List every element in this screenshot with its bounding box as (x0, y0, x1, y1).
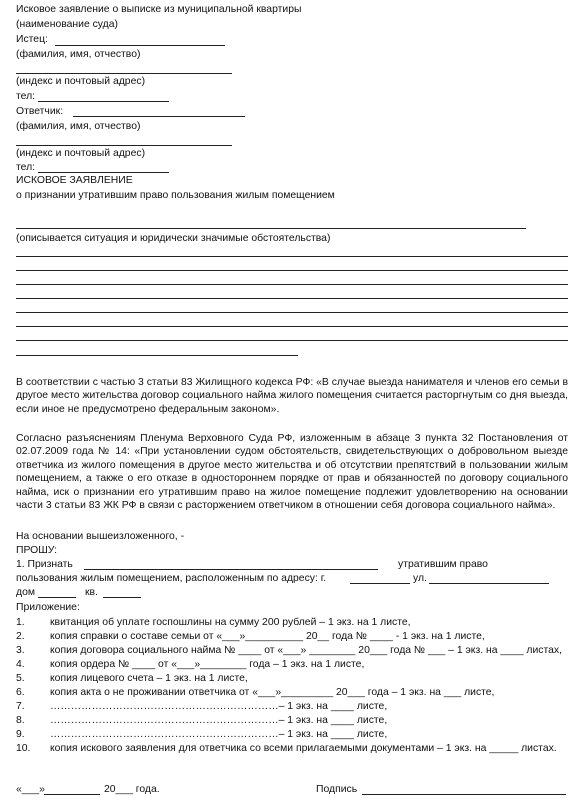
attachment-item: …………………………………………………………– 1 экз. на ____ листе, (50, 715, 388, 726)
situation-line[interactable] (16, 326, 568, 327)
attachment-item: копия справки о составе семьи от «___»__________ 20__ года № ____ - 1 экз. на 1 листе, (50, 631, 485, 642)
street-label: ул. (413, 573, 427, 584)
attachment-number: 10. (16, 743, 31, 754)
attachment-number: 7. (16, 701, 25, 712)
attachment-item: копия договора социального найма № ____ от «___» ________ 20___ года № ___ – 1 экз. на ____ листах, (50, 645, 562, 656)
situation-line[interactable] (16, 284, 568, 285)
attachment-number: 1. (16, 617, 25, 628)
situation-line[interactable] (16, 256, 568, 257)
attachment-number: 6. (16, 687, 25, 698)
plaintiff-phone-field[interactable] (38, 101, 169, 102)
signature-label: Подпись (316, 784, 358, 795)
flat-label: кв. (85, 587, 98, 598)
request-address-label: пользования жилым помещением, расположенным по адресу: г. (16, 573, 327, 584)
plaintiff-address-hint: (индекс и почтовый адрес) (16, 76, 146, 87)
attachment-number: 9. (16, 729, 25, 740)
defendant-label: Ответчик: (16, 106, 64, 117)
court-hint: (наименование суда) (16, 19, 118, 30)
court-clarification-paragraph: Согласно разъяснениям Пленума Верховного Суда РФ, изложенным в абзаце 3 пункта 32 Постановления от 02.07.2009 года № 14: «При установлении судом обстоятельств, свидетельствующих о добровольном выезде ответчика из жилого помещения в другое место жительства и об отсутствии препятствий в пользовании жилым помещением, а также о его отказе в одностороннем порядке от прав и обязанностей по договору социального найма, иск о признании его утратившим право на жилое помещение подлежит удовлетворению на основании части 3 статьи 83 ЖК РФ в связи с расторжением ответчиком в отношении себя договора социального найма». (16, 433, 568, 512)
doc-heading: ИСКОВОЕ ЗАЯВЛЕНИЕ (16, 175, 133, 186)
request-recognize: 1. Признать (16, 559, 73, 570)
defendant-name-hint: (фамилия, имя, отчество) (16, 121, 141, 132)
situation-line[interactable] (16, 228, 526, 229)
document-title: Исковое заявление о выписке из муниципальной квартиры (16, 4, 302, 15)
attachment-item: квитанция об уплате госпошлины на сумму 200 рублей – 1 экз. на 1 листе, (50, 617, 411, 628)
plaintiff-field[interactable] (55, 45, 225, 46)
city-field[interactable] (350, 583, 410, 584)
attachment-item: копия лицевого счета – 1 экз. на 1 листе, (50, 673, 248, 684)
attachment-item: копия ордера № ____ от «___»________ года – 1 экз. на 1 листе, (50, 659, 365, 670)
signature-field[interactable] (362, 794, 566, 795)
attachment-item: копия акта о не проживании ответчика от «___»_________ 20___ года – 1 экз. на ___ листе, (50, 687, 495, 698)
defendant-address-field[interactable] (16, 145, 232, 146)
plaintiff-address-field[interactable] (16, 73, 232, 74)
request-person-field[interactable] (84, 569, 378, 570)
attachment-number: 4. (16, 659, 25, 670)
situation-line[interactable] (16, 340, 568, 341)
date-month-field[interactable] (44, 794, 100, 795)
street-field[interactable] (429, 583, 549, 584)
attachment-number: 3. (16, 645, 25, 656)
situation-line[interactable] (16, 270, 568, 271)
situation-hint: (описывается ситуация и юридически значимые обстоятельства) (16, 233, 331, 244)
house-label: дом (16, 587, 35, 598)
attachment-number: 2. (16, 631, 25, 642)
basis-line: На основании вышеизложенного, - (16, 531, 185, 542)
situation-line[interactable] (16, 312, 568, 313)
flat-field[interactable] (103, 597, 141, 598)
attachment-item: копия искового заявления для ответчика со всеми прилагаемыми документами – 1 экз. на _____ листах. (50, 743, 557, 754)
date-year: 20___ года. (104, 784, 160, 795)
attachment-item: …………………………………………………………– 1 экз. на ____ листе, (50, 729, 388, 740)
defendant-phone-field[interactable] (38, 172, 169, 173)
house-field[interactable] (38, 597, 76, 598)
attachment-item: …………………………………………………………– 1 экз. на ____ листе, (50, 701, 388, 712)
request-lost-right: утратившим право (398, 559, 488, 570)
law-paragraph: В соответствии с частью 3 статьи 83 Жилищного кодекса РФ: «В случае выезда нанимателя и членов его семьи в другое место жительства договор социального найма жилого помещения считается расторгнутым со дня выезда, если иное не предусмотрено федеральным законом». (16, 377, 568, 415)
defendant-address-hint: (индекс и почтовый адрес) (16, 148, 146, 159)
attachments-label: Приложение: (16, 602, 80, 613)
attachment-number: 8. (16, 715, 25, 726)
situation-line[interactable] (16, 298, 568, 299)
defendant-phone-label: тел: (16, 162, 36, 173)
plaintiff-phone-label: тел: (16, 91, 36, 102)
plaintiff-label: Истец: (16, 34, 48, 45)
plaintiff-name-hint: (фамилия, имя, отчество) (16, 49, 141, 60)
attachment-number: 5. (16, 673, 25, 684)
defendant-field[interactable] (73, 116, 245, 117)
ask-label: ПРОШУ: (16, 545, 58, 556)
doc-subject: о признании утратившим право пользования жилым помещением (16, 190, 335, 201)
situation-line[interactable] (16, 355, 298, 356)
date-day: «___» (16, 784, 45, 795)
